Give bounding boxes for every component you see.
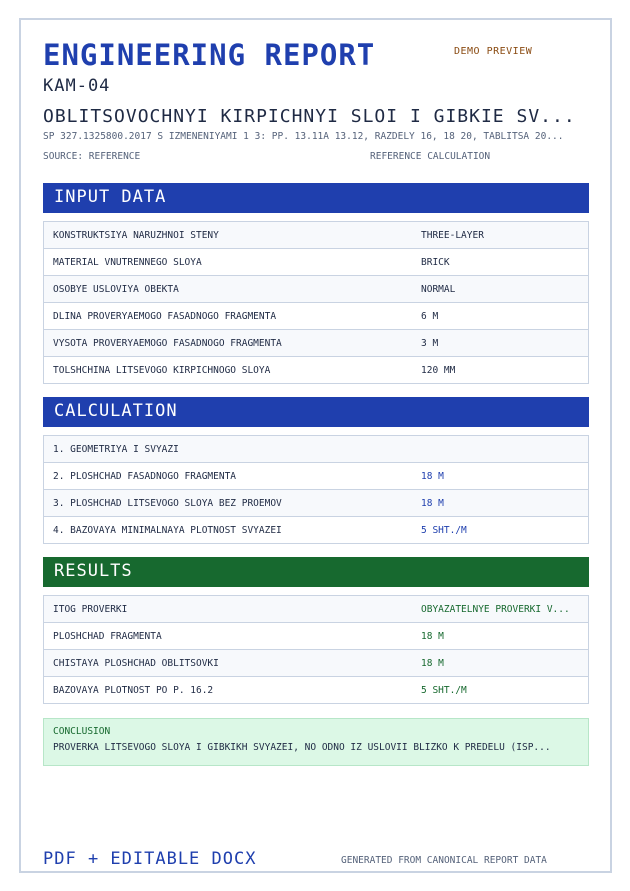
row-value: 18 M [421, 631, 444, 642]
row-label: 1. GEOMETRIYA I SVYAZI [53, 444, 179, 455]
row-label: PLOSHCHAD FRAGMENTA [53, 631, 162, 642]
table-row [44, 623, 588, 650]
row-label: KONSTRUKTSIYA NARUZHNOI STENY [53, 230, 219, 241]
results-table [43, 595, 589, 704]
row-value: 18 M [421, 658, 444, 669]
row-value: OBYAZATELNYE PROVERKI V... [421, 604, 570, 615]
table-row [44, 463, 588, 490]
input-data-heading: INPUT DATA [43, 183, 589, 213]
calculation-heading: CALCULATION [43, 397, 589, 427]
row-label: OSOBYE USLOVIYA OBEKTA [53, 284, 179, 295]
table-row [44, 222, 588, 249]
norm-reference: SP 327.1325800.2017 S IZMENENIYAMI 1 3: PP. 13.11A 13.12, RAZDELY 16, 18 20, TABLITSA 20... [43, 131, 564, 142]
table-row [44, 436, 588, 463]
table-row [44, 249, 588, 276]
row-label: MATERIAL VNUTRENNEGO SLOYA [53, 257, 202, 268]
row-label: BAZOVAYA PLOTNOST PO P. 16.2 [53, 685, 214, 696]
demo-preview-badge: DEMO PREVIEW [454, 46, 533, 57]
row-value: 18 M [421, 498, 444, 509]
row-value: 120 MM [421, 365, 456, 376]
row-label: 4. BAZOVAYA MINIMALNAYA PLOTNOST SVYAZEI [53, 525, 282, 536]
results-heading: RESULTS [43, 557, 589, 587]
row-label: 2. PLOSHCHAD FASADNOGO FRAGMENTA [53, 471, 237, 482]
input-data-table [43, 221, 589, 384]
table-row [44, 490, 588, 517]
row-value: BRICK [421, 257, 450, 268]
table-row [44, 276, 588, 303]
table-row [44, 596, 588, 623]
report-title: ENGINEERING REPORT [43, 38, 376, 72]
export-formats-label: PDF + EDITABLE DOCX [43, 849, 257, 869]
conclusion-text: PROVERKA LITSEVOGO SLOYA I GIBKIKH SVYAZEI, NO ODNO IZ USLOVII BLIZKO K PREDELU (ISP... [53, 742, 551, 753]
conclusion-box [43, 718, 589, 766]
conclusion-label: CONCLUSION [53, 726, 111, 737]
table-row [44, 357, 588, 384]
table-row [44, 303, 588, 330]
row-label: CHISTAYA PLOSHCHAD OBLITSOVKI [53, 658, 219, 669]
row-label: DLINA PROVERYAEMOGO FASADNOGO FRAGMENTA [53, 311, 277, 322]
source-label: SOURCE: REFERENCE [43, 151, 141, 162]
row-label: TOLSHCHINA LITSEVOGO KIRPICHNOGO SLOYA [53, 365, 271, 376]
row-value: NORMAL [421, 284, 456, 295]
row-value: 6 M [421, 311, 439, 322]
table-row [44, 650, 588, 677]
row-value: 18 M [421, 471, 444, 482]
row-label: 3. PLOSHCHAD LITSEVOGO SLOYA BEZ PROEMOV [53, 498, 282, 509]
generated-note: GENERATED FROM CANONICAL REPORT DATA [341, 855, 547, 866]
row-value: THREE-LAYER [421, 230, 484, 241]
row-label: VYSOTA PROVERYAEMOGO FASADNOGO FRAGMENTA [53, 338, 282, 349]
table-row [44, 517, 588, 544]
calculation-mode-label: REFERENCE CALCULATION [370, 151, 491, 162]
row-value: 3 M [421, 338, 439, 349]
row-value: 5 SHT./M [421, 525, 467, 536]
report-sheet [19, 18, 612, 873]
calculation-table [43, 435, 589, 544]
report-subtitle: OBLITSOVOCHNYI KIRPICHNYI SLOI I GIBKIE SV... [43, 106, 576, 127]
row-label: ITOG PROVERKI [53, 604, 128, 615]
report-code: KAM-04 [43, 76, 111, 96]
table-row [44, 677, 588, 704]
table-row [44, 330, 588, 357]
row-value: 5 SHT./M [421, 685, 467, 696]
